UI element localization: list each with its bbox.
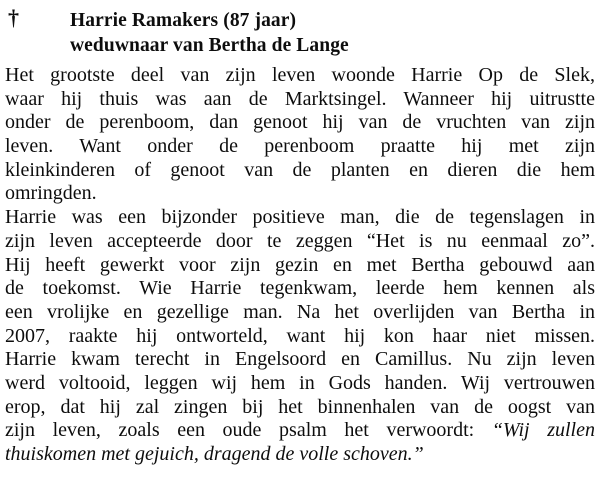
text-line: 2007, raakte hij ontworteld, want hij kon haar niet missen. — [5, 324, 595, 347]
obituary-heading — [70, 8, 349, 58]
name-and-age: Harrie Ramakers (87 jaar) — [70, 10, 297, 31]
psalm-quote-end: thuiskomen met gejuich, dragend de volle schoven.” — [5, 443, 424, 465]
widower-line: weduwnaar van Bertha de Lange — [70, 35, 349, 56]
text-line: erop, dat hij zal zingen bij het binnenhalen van de oogst van — [5, 395, 595, 418]
psalm-intro: zijn leven, zoals een oude psalm het verwoordt: — [5, 419, 492, 442]
text-line: een vrolijke en gezellige man. Na het overlijden van Bertha in — [5, 300, 595, 323]
text-line: Het grootste deel van zijn leven woonde Harrie Op de Slek, — [5, 64, 595, 86]
text-line: waar hij thuis was aan de Marktsingel. Wanneer hij uitrustte — [5, 87, 595, 110]
psalm-quote-start: “Wij zullen — [491, 419, 595, 442]
cross-icon: † — [8, 5, 19, 30]
text-line — [5, 443, 595, 467]
text-line: leven. Want onder de perenboom praatte hij met zijn — [5, 135, 595, 158]
text-line: Harrie kwam terecht in Engelsoord en Camillus. Nu zijn leven — [5, 348, 595, 371]
text-line: Hij heeft gewerkt voor zijn gezin en met Bertha gebouwd aan — [5, 253, 595, 276]
text-line — [5, 419, 595, 443]
text-line: werd voltooid, leggen wij hem in Gods handen. Wij vertrouwen — [5, 371, 595, 394]
text-line: Harrie was een bijzonder positieve man, die de tegenslagen in — [5, 206, 595, 229]
text-line: zijn leven accepteerde door te zeggen “Het is nu eenmaal zo”. — [5, 229, 595, 252]
text-line: kleinkinderen of genoot van de planten en dieren die hem — [5, 158, 595, 181]
obituary-text — [5, 64, 595, 467]
text-line: onder de perenboom, dan genoot hij van de vruchten van zijn — [5, 111, 595, 134]
text-line: de toekomst. Wie Harrie tegenkwam, leerde hem kennen als — [5, 277, 595, 300]
text-line: omringden. — [5, 182, 97, 205]
